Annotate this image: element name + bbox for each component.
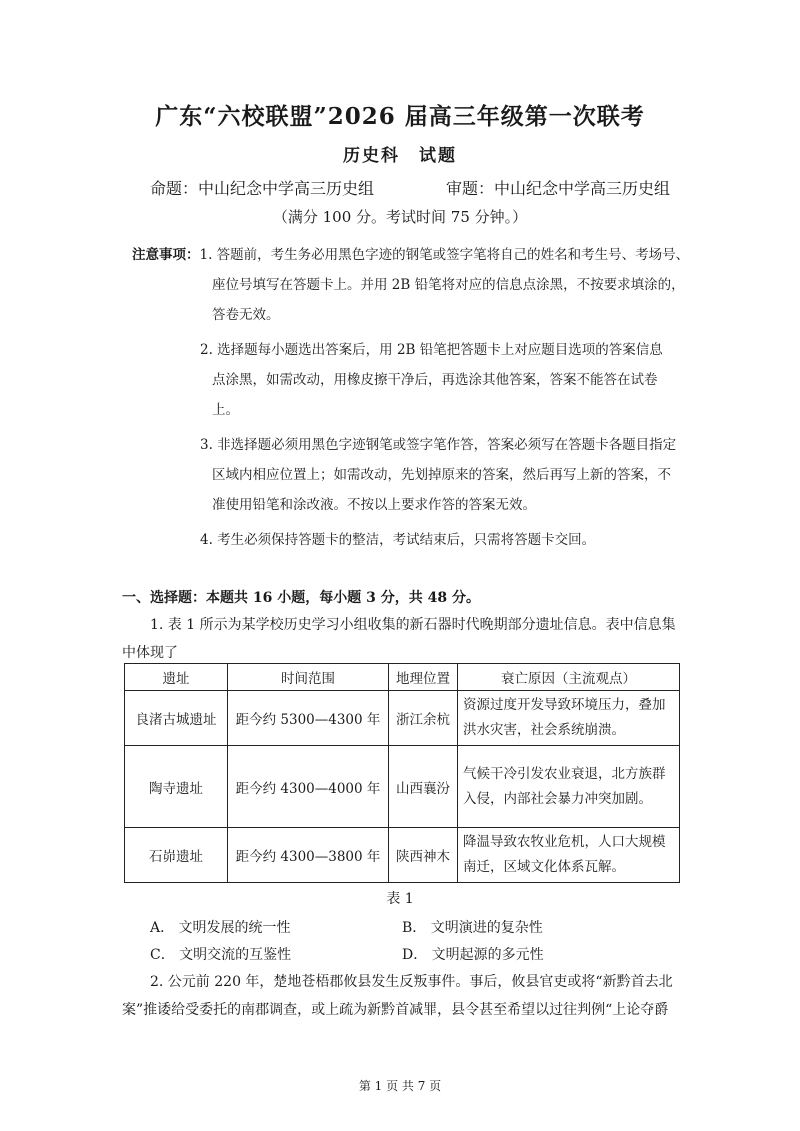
table-header-cell: 遗址 — [125, 664, 228, 691]
notice-3-line-2: 区域内相应位置上；如需改动，先划掉原来的答案，然后再写上新的答案，不 — [212, 467, 671, 483]
scoring-note: （满分 100 分。考试时间 75 分钟。） — [272, 208, 528, 226]
option-d: D． 文明起源的多元性 — [402, 947, 544, 963]
table-row — [125, 746, 680, 828]
exam-title: 广东“六校联盟”2026 届高三年级第一次联考 — [155, 103, 645, 130]
section-heading: 一、选择题：本题共 16 小题，每小题 3 分，共 48 分。 — [122, 590, 480, 606]
notice-3-line-3: 准使用铅笔和涂改液。不按以上要求作答的答案无效。 — [212, 497, 536, 513]
option-b: B． 文明演进的复杂性 — [402, 920, 543, 936]
table-cell: 陶寺遗址 — [125, 746, 228, 828]
table-cell: 山西襄汾 — [389, 746, 458, 828]
exam-authors — [150, 176, 670, 199]
table-header-cell: 地理位置 — [389, 664, 458, 691]
sites-table — [124, 663, 680, 883]
question-2-text: 2. 公元前 220 年，楚地苍梧郡攸县发生反叛事件。事后，攸县官吏或将“新黔首去北案”推诿给受委托的南郡调查，或上疏为新黔首减罪，县令甚至希望以过往判例“上论夺爵 — [122, 974, 673, 1018]
reviewer-line: 审题：中山纪念中学高三历史组 — [445, 179, 670, 198]
notice-heading: 注意事项： — [132, 247, 200, 263]
table-cell: 气候干冷引发农业衰退，北方族群入侵，内部社会暴力冲突加剧。 — [458, 746, 680, 828]
table-caption: 表 1 — [386, 891, 414, 907]
notice-2-line-1: 2. 选择题每小题选出答案后，用 2B 铅笔把答题卡上对应题目选项的答案信息 — [200, 342, 663, 358]
table-header-cell: 时间范围 — [228, 664, 389, 691]
table-cell: 距今约 4300—3800 年 — [228, 828, 389, 883]
page-footer: 第 1 页 共 7 页 — [358, 1079, 442, 1093]
option-c: C． 文明交流的互鉴性 — [150, 947, 292, 963]
table-cell: 石峁遗址 — [125, 828, 228, 883]
table-row — [125, 691, 680, 746]
notice-1-line-2: 座位号填写在答题卡上。并用 2B 铅笔将对应的信息点涂黑，不按要求填涂的， — [212, 277, 685, 293]
table-cell: 良渚古城遗址 — [125, 691, 228, 746]
table-cell: 浙江余杭 — [389, 691, 458, 746]
table-cell: 降温导致农牧业危机，人口大规模南迁，区域文化体系瓦解。 — [458, 828, 680, 883]
setter-line: 命题：中山纪念中学高三历史组 — [150, 179, 375, 198]
table-cell: 资源过度开发导致环境压力，叠加洪水灾害，社会系统崩溃。 — [458, 691, 680, 746]
table-row — [125, 828, 680, 883]
notice-4-line-1: 4. 考生必须保持答题卡的整洁，考试结束后，只需将答题卡交回。 — [200, 532, 596, 548]
table-cell: 陕西神木 — [389, 828, 458, 883]
table-header-row — [125, 664, 680, 691]
table-header-cell: 衰亡原因（主流观点） — [458, 664, 680, 691]
exam-subject: 历史科 试题 — [343, 146, 457, 166]
table-cell: 距今约 4300—4000 年 — [228, 746, 389, 828]
notice-2-line-2: 点涂黑，如需改动，用橡皮擦干净后，再选涂其他答案，答案不能答在试卷 — [212, 372, 658, 388]
notice-1-line-3: 答卷无效。 — [212, 307, 280, 323]
question-1-text: 1. 表 1 所示为某学校历史学习小组收集的新石器时代晚期部分遗址信息。表中信息集中体现了 — [122, 617, 676, 661]
option-a: A． 文明发展的统一性 — [150, 920, 291, 936]
notice-1-line-1: 1. 答题前，考生务必用黑色字迹的钢笔或签字笔将自己的姓名和考生号、考场号、 — [199, 247, 690, 263]
notice-2-line-3: 上。 — [212, 402, 239, 418]
notice-item-1 — [132, 240, 689, 270]
notice-3-line-1: 3. 非选择题必须用黑色字迹钢笔或签字笔作答，答案必须写在答题卡各题目指定 — [200, 437, 677, 453]
table-cell: 距今约 5300—4300 年 — [228, 691, 389, 746]
